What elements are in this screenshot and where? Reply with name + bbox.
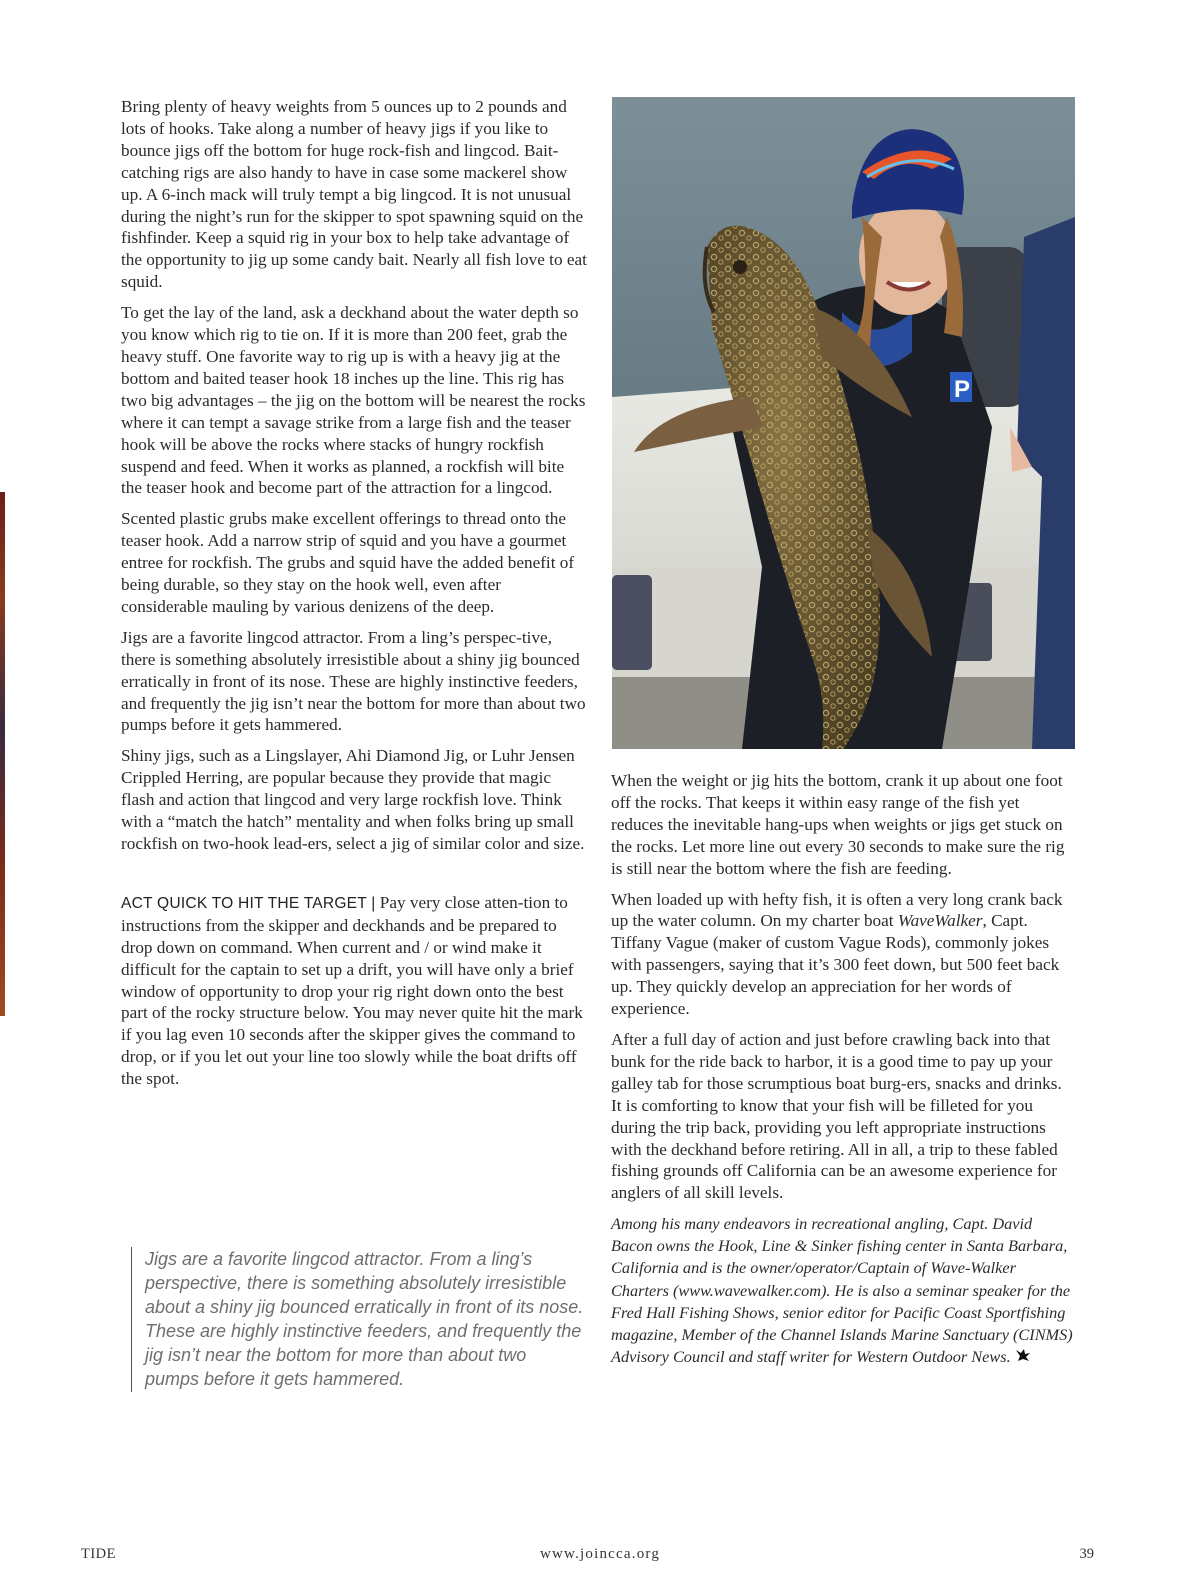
section-heading: ACT QUICK TO HIT THE TARGET | [121,894,376,912]
section-paragraph [121,892,587,1090]
paragraph-text: , Capt. Tiffany Vague (maker of custom Vague Rods), commonly jokes with passengers, saying that it’s 300 feet down, but 500 feet back up. They quickly develop an appreciation for her words of experience. [611,911,1060,1019]
page-number: 39 [1079,1546,1094,1562]
page-edge-strip [0,492,5,1016]
section-gap [121,864,587,892]
article-paragraph: Shiny jigs, such as a Lingslayer, Ahi Diamond Jig, or Luhr Jensen Crippled Herring, are popular because they provide that magic flash and action that lingcod and very large rockfish love. Think with a “match the hatch” mentality and when folks bring up small rockfish on two-hook lead-ers, select a jig of similar color and size. [121,746,585,853]
footer-website: www.joincca.org [539,1546,661,1562]
boat-hatch-left [612,575,652,670]
article-paragraph: After a full day of action and just before crawling back into that bunk for the ride back to harbor, it is a good time to pay up your galley tab for those scrumptious boat burg-ers, snacks and drinks. It is comforting to know that your fish will be filleted for you during the trip back, providing you left appropriate instructions with the deckhand before retiring. All in all, a trip to these fabled fishing grounds off California can be an awesome experience for anglers of all skill levels. [611,1029,1062,1203]
pull-quote: Jigs are a favorite lingcod attractor. From a ling’s perspective, there is something absolutely irresistible about a shiny jig bounced erratically in front of its nose. These are highly instinctive feeders, and frequently the jig isn’t near the bottom for more than about two pumps before it gets hammered. [131,1247,585,1392]
right-column [611,770,1073,1369]
author-bio [611,1213,1073,1369]
paragraph-text: When loaded up with hefty fish, it is often a very long crank back up the water column. On my charter boat [611,889,1063,931]
end-mark-glyph [1015,1348,1031,1362]
section-paragraph-text: Pay very close atten-tion to instructions from the skipper and deckhands and be prepared to drop down on command. When current and / or wind make it difficult for the captain to set up a drift, you will have only a brief window of opportunity to drop your rig right down onto the best part of the rocky structure below. You may never quite hit the mark if you lag even 10 seconds after the skipper gives the command to drop, or if you let out your line too slowly while the boat drifts off the spot. [121,892,583,1089]
lingcod-eye [733,260,747,274]
photo-angler-with-lingcod [612,97,1075,749]
photo-illustration [612,97,1075,749]
footer-magazine-name: TIDE [81,1546,117,1562]
article-paragraph: When the weight or jig hits the bottom, crank it up about one foot off the rocks. That keeps it within easy range of the fish yet reduces the inevitable hang-ups when weights or jigs get stuck on the rocks. Let more line out every 30 seconds to make sure the rig is still near the bottom where the fish are feeding. [611,771,1065,878]
author-bio-text: Among his many endeavors in recreational angling, Capt. David Bacon owns the Hook, Line & Sinker fishing center in Santa Barbara, California and is the owner/operator/Captain of Wave-Walker Charters (www.wavewalker.com). He is also a seminar speaker for the Fred Hall Fishing Shows, senior editor for Pacific Coast Sportfishing magazine, Member of the Channel Islands Marine Sanctuary (CINMS) Advisory Council and staff writer for Western Outdoor News. [611,1214,1073,1366]
hoodie-logo-letter: P [954,376,971,403]
left-column [121,96,587,1099]
article-paragraph: To get the lay of the land, ask a deckhand about the water depth so you know which rig to tie on. If it is more than 200 feet, grab the heavy stuff. One favorite way to rig up is with a heavy jig at the bottom and baited teaser hook 18 inches up the line. This rig has two big advantages – the jig on the bottom will be nearest the rocks where it can tempt a savage strike from a large fish and the teaser hook will be above the rocks where stacks of hungry rockfish suspend and feed. When it works as planned, a rockfish will bite the teaser hook and become part of the attraction for a lingcod. [121,303,586,498]
boat-name: WaveWalker [897,911,983,931]
article-paragraph: Jigs are a favorite lingcod attractor. From a ling’s perspec-tive, there is something absolutely irresistible about a shiny jig bounced erratically in front of its nose. These are highly instinctive feeders, and frequently the jig isn’t near the bottom for more than about two pumps before it gets hammered. [121,627,586,735]
article-paragraph: Scented plastic grubs make excellent offerings to thread onto the teaser hook. Add a narrow strip of squid and you have a gourmet entree for rockfish. The grubs and squid have the added benefit of being durable, so they stay on the hook well, even after considerable mauling by various denizens of the deep. [121,509,575,616]
article-paragraph: Bring plenty of heavy weights from 5 ounces up to 2 pounds and lots of hooks. Take along a number of heavy jigs if you like to bounce jigs off the bottom for huge rock-fish and lingcod. Bait-catching rigs are also handy to have in case some mackerel show up. A 6-inch mack will truly tempt a big lingcod. It is not unusual during the night’s run for the skipper to spot spawning squid on the fishfinder. Keep a squid rig in your box to help take advantage of the opportunity to jig up some candy bait. Nearly all fish love to eat squid. [121,97,587,292]
article-paragraph [611,889,1073,1020]
end-of-article-icon [1015,1347,1031,1369]
